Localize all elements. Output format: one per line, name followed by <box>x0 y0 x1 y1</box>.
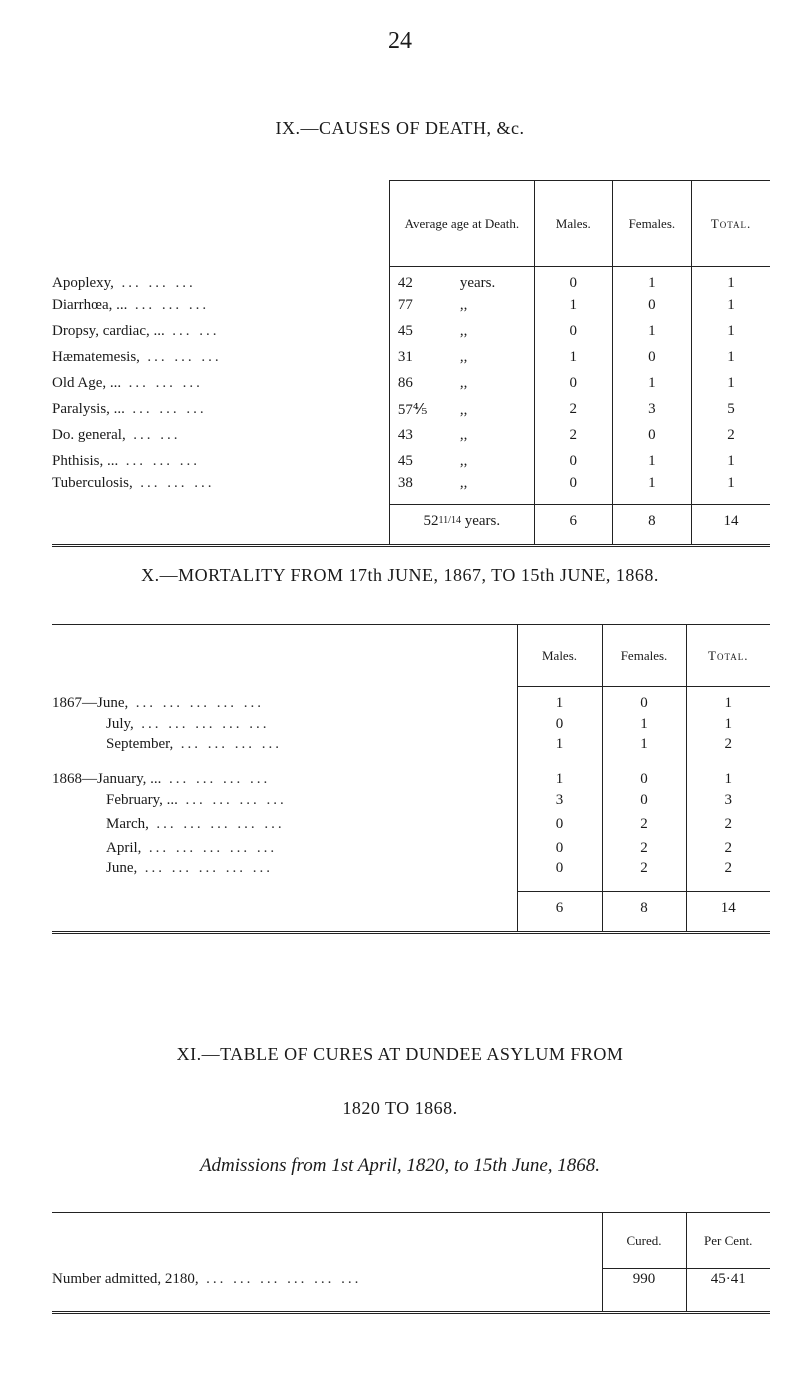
cause-label: Phthisis, ... ... ... ... <box>52 453 201 469</box>
cause-label: Tuberculosis, ... ... ... <box>52 474 215 491</box>
total-females: 8 <box>612 504 691 545</box>
header-avg-age: Average age at Death. <box>389 181 534 267</box>
cause-label: Hæmatemesis, ... ... ... <box>52 349 222 365</box>
cause-females: 1 <box>612 267 691 293</box>
header-males: Males. <box>534 181 612 267</box>
month-row <box>52 712 770 736</box>
month-label: 1867—June, ... ... ... ... ... <box>52 694 264 711</box>
header-females: Females. <box>612 181 691 267</box>
cause-females: 0 <box>612 293 691 319</box>
cause-females: 1 <box>612 319 691 345</box>
month-females: 2 <box>602 860 686 892</box>
cause-row <box>52 371 770 397</box>
cures-table <box>52 1212 770 1314</box>
section-ix-title: IX.—CAUSES OF DEATH, &c. <box>275 118 525 138</box>
cause-total: 5 <box>692 397 770 423</box>
month-total: 2 <box>686 860 770 892</box>
section-xi-title-line1: XI.—TABLE OF CURES AT DUNDEE ASYLUM FROM <box>176 1044 624 1064</box>
cause-label: Old Age, ... ... ... ... <box>52 375 203 391</box>
cause-total: 2 <box>692 423 770 449</box>
cause-label: Apoplexy, ... ... ... <box>52 275 196 291</box>
month-label: February, ... ... ... ... ... <box>106 791 287 808</box>
cause-males: 0 <box>534 371 612 397</box>
cause-total: 1 <box>692 475 770 505</box>
month-total: 3 <box>686 788 770 812</box>
cause-females: 1 <box>612 449 691 475</box>
month-females: 2 <box>602 836 686 860</box>
month-label: July, ... ... ... ... ... <box>106 715 270 732</box>
cures-header-cured: Cured. <box>602 1213 686 1269</box>
month-males: 0 <box>517 836 602 860</box>
cause-males: 0 <box>534 319 612 345</box>
section-x-title: X.—MORTALITY FROM 17th JUNE, 1867, TO 15th JUNE, 1868. <box>141 565 659 585</box>
cause-males: 1 <box>534 345 612 371</box>
cause-total: 1 <box>692 267 770 293</box>
cures-row-percent: 45·41 <box>686 1269 770 1313</box>
month-total: 1 <box>686 687 770 713</box>
cause-row <box>52 345 770 371</box>
month-label: March, ... ... ... ... ... <box>106 815 285 832</box>
mort-total-males: 6 <box>517 892 602 933</box>
cause-avg-age: 86 ,, <box>389 371 534 397</box>
cause-females: 0 <box>612 345 691 371</box>
cause-avg-age: 45 ,, <box>389 319 534 345</box>
total-avg-age: 5211/14 years. <box>389 504 534 545</box>
month-row <box>52 687 770 713</box>
month-males: 1 <box>517 687 602 713</box>
month-total: 2 <box>686 812 770 836</box>
month-males: 0 <box>517 860 602 892</box>
month-row <box>52 788 770 812</box>
month-row <box>52 761 770 788</box>
mort-header-males: Males. <box>517 625 602 687</box>
cause-row <box>52 449 770 475</box>
month-row <box>52 836 770 860</box>
cause-males: 0 <box>534 449 612 475</box>
month-row <box>52 860 770 892</box>
cause-row <box>52 293 770 319</box>
cause-avg-age: 31 ,, <box>389 345 534 371</box>
cause-label: Diarrhœa, ... ... ... ... <box>52 297 210 313</box>
month-females: 1 <box>602 736 686 761</box>
cause-row <box>52 475 770 505</box>
cures-row-label: Number admitted, 2180, ... ... ... ... ... ... <box>52 1269 602 1313</box>
month-females: 0 <box>602 687 686 713</box>
month-row <box>52 812 770 836</box>
cause-avg-age: 43 ,, <box>389 423 534 449</box>
month-males: 1 <box>517 761 602 788</box>
month-label: September, ... ... ... ... <box>106 736 283 752</box>
month-total: 1 <box>686 712 770 736</box>
cause-avg-age: 38 ,, <box>389 475 534 505</box>
month-total: 2 <box>686 736 770 761</box>
month-males: 3 <box>517 788 602 812</box>
month-females: 1 <box>602 712 686 736</box>
cause-row <box>52 397 770 423</box>
cause-row <box>52 423 770 449</box>
cures-row-cured: 990 <box>602 1269 686 1313</box>
cause-total: 1 <box>692 449 770 475</box>
cause-avg-age: 77 ,, <box>389 293 534 319</box>
cause-row <box>52 319 770 345</box>
month-total: 1 <box>686 761 770 788</box>
mort-total-total: 14 <box>686 892 770 933</box>
cause-total: 1 <box>692 293 770 319</box>
page-number: 24 <box>388 28 412 54</box>
total-males: 6 <box>534 504 612 545</box>
mort-total-females: 8 <box>602 892 686 933</box>
cause-males: 2 <box>534 423 612 449</box>
total-total: 14 <box>692 504 770 545</box>
month-label: 1868—January, ... ... ... ... ... <box>52 771 271 787</box>
cause-females: 0 <box>612 423 691 449</box>
cause-females: 3 <box>612 397 691 423</box>
month-males: 0 <box>517 712 602 736</box>
month-label: June, ... ... ... ... ... <box>106 860 273 877</box>
cause-total: 1 <box>692 371 770 397</box>
mort-header-females: Females. <box>602 625 686 687</box>
cause-label: Do. general, ... ... <box>52 427 181 443</box>
month-females: 2 <box>602 812 686 836</box>
cause-avg-age: 45 ,, <box>389 449 534 475</box>
cause-total: 1 <box>692 345 770 371</box>
month-label: April, ... ... ... ... ... <box>106 839 278 856</box>
cause-females: 1 <box>612 371 691 397</box>
cause-avg-age: 42 years. <box>389 267 534 293</box>
cause-label: Dropsy, cardiac, ... ... ... <box>52 323 220 339</box>
cause-label: Paralysis, ... ... ... ... <box>52 401 207 417</box>
cause-males: 0 <box>534 475 612 505</box>
cause-total: 1 <box>692 319 770 345</box>
header-total: Total. <box>692 181 770 267</box>
section-xi-subtitle: Admissions from 1st April, 1820, to 15th June, 1868. <box>199 1155 601 1176</box>
cause-avg-age: 57⅘ ,, <box>389 397 534 423</box>
mort-header-total: Total. <box>686 625 770 687</box>
month-females: 0 <box>602 788 686 812</box>
mortality-table <box>52 624 770 934</box>
month-females: 0 <box>602 761 686 788</box>
section-xi-title-line2: 1820 TO 1868. <box>342 1098 458 1118</box>
month-males: 0 <box>517 812 602 836</box>
cause-males: 1 <box>534 293 612 319</box>
cause-males: 2 <box>534 397 612 423</box>
cause-females: 1 <box>612 475 691 505</box>
causes-of-death-table <box>52 180 770 547</box>
month-row <box>52 736 770 761</box>
month-total: 2 <box>686 836 770 860</box>
month-males: 1 <box>517 736 602 761</box>
cause-row <box>52 267 770 293</box>
cause-males: 0 <box>534 267 612 293</box>
cures-header-percent: Per Cent. <box>686 1213 770 1269</box>
